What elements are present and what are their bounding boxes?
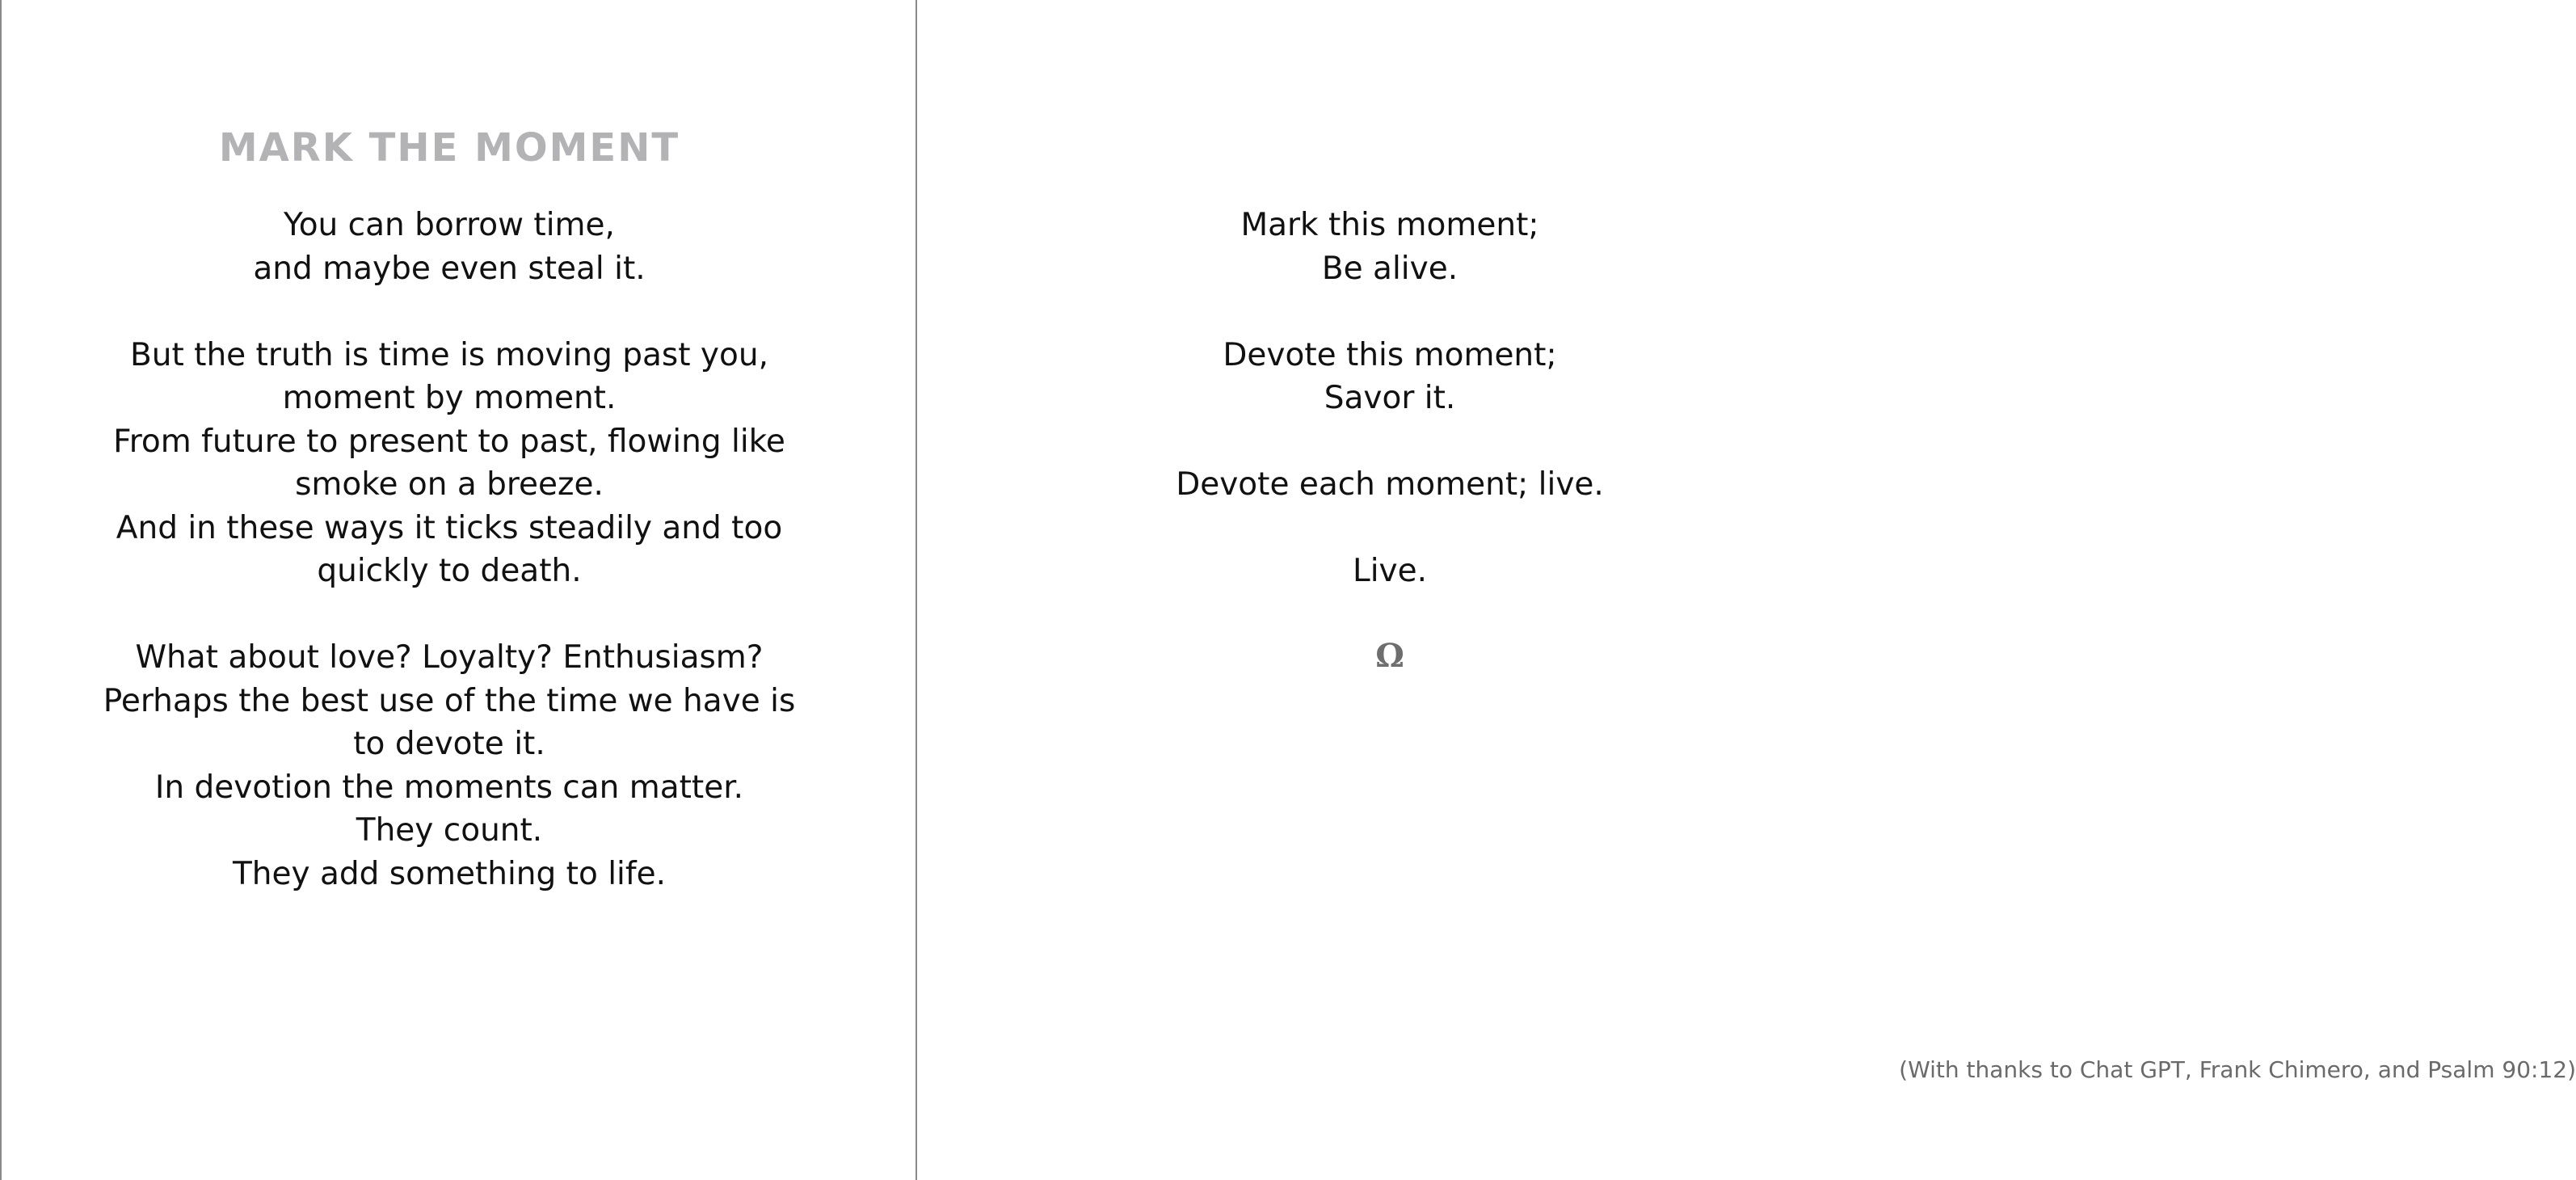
poem-line: Be alive. (1321, 250, 1458, 287)
poem-line: Live. (1352, 553, 1428, 589)
poem-line: moment by moment. (282, 380, 617, 416)
poem-line: to devote it. (353, 726, 545, 762)
poem-line: But the truth is time is moving past you, (130, 336, 768, 373)
poem-line: What about love? Loyalty? Enthusiasm? (135, 639, 764, 676)
stanza-break (918, 420, 1862, 464)
right-poem-body (918, 204, 1862, 593)
poem-line: quickly to death. (317, 553, 582, 589)
left-poem-body (2, 204, 897, 896)
poem-line: They add something to life. (232, 855, 667, 892)
stanza-break (2, 290, 897, 334)
right-page (918, 0, 2576, 1180)
poem-line: In devotion the moments can matter. (154, 769, 744, 806)
poem-title: MARK THE MOMENT (218, 125, 680, 171)
poem-line: smoke on a breeze. (295, 466, 604, 503)
poem-line: and maybe even steal it. (253, 250, 646, 287)
poem-line: They count. (356, 812, 543, 849)
poem-line: Mark this moment; (1240, 207, 1539, 243)
poem-line: And in these ways it ticks steadily and too (116, 509, 783, 546)
page-divider (915, 0, 917, 1180)
left-page (0, 0, 918, 1180)
poem-line: Devote each moment; live. (1176, 466, 1604, 503)
poem-line: From future to present to past, flowing like (113, 423, 785, 460)
acknowledgement-note: (With thanks to Chat GPT, Frank Chimero, and Psalm 90:12) (1899, 1056, 2576, 1083)
omega-ornament-icon: Ω (1375, 637, 1404, 675)
poem-line: Savor it. (1324, 380, 1456, 416)
stanza-break (918, 507, 1862, 550)
poem-line: Devote this moment; (1223, 336, 1557, 373)
poem-line: Perhaps the best use of the time we have is (103, 682, 796, 719)
stanza-break (2, 593, 897, 637)
stanza-break (918, 290, 1862, 334)
poem-line: You can borrow time, (284, 207, 615, 243)
